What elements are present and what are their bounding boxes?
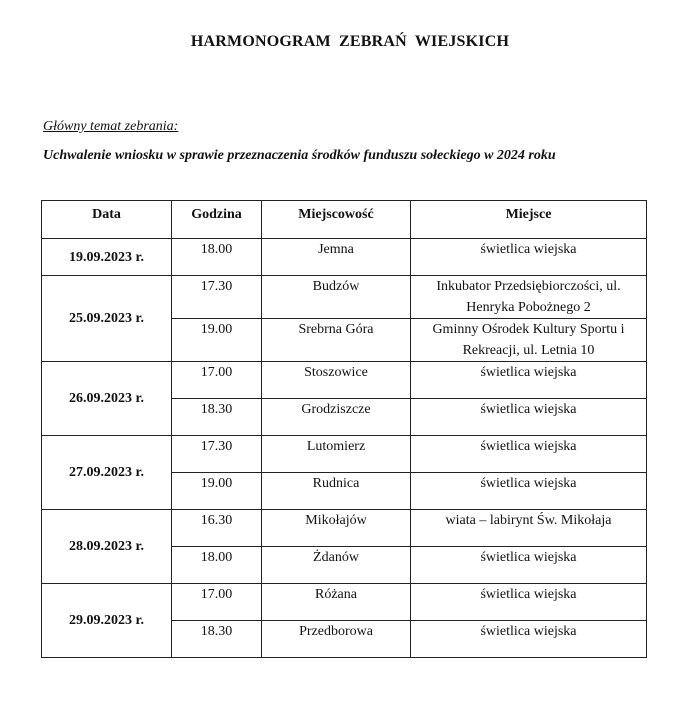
subject-label: Główny temat zebrania: (43, 119, 179, 134)
header-town: Miejscowość (262, 201, 411, 239)
meeting-date: 28.09.2023 r. (42, 510, 172, 584)
meeting-time: 17.00 (172, 362, 262, 399)
meeting-date: 26.09.2023 r. (42, 362, 172, 436)
table-row (42, 436, 647, 473)
meeting-time: 18.00 (172, 239, 262, 276)
meeting-town: Jemna (262, 239, 411, 276)
meeting-place: Gminny Ośrodek Kultury Sportu i Rekreacji, ul. Letnia 10 (411, 319, 647, 362)
meeting-town: Stoszowice (262, 362, 411, 399)
meeting-date: 25.09.2023 r. (42, 276, 172, 362)
document-title: HARMONOGRAM ZEBRAŃ WIEJSKICH (190, 33, 510, 50)
meeting-subject: Uchwalenie wniosku w sprawie przeznaczenia środków funduszu sołeckiego w 2024 roku (43, 148, 556, 163)
meeting-place: świetlica wiejska (411, 621, 647, 658)
meeting-town: Przedborowa (262, 621, 411, 658)
meeting-town: Rudnica (262, 473, 411, 510)
meeting-time: 17.00 (172, 584, 262, 621)
table-row (42, 510, 647, 547)
meeting-time: 18.30 (172, 621, 262, 658)
header-place: Miejsce (411, 201, 647, 239)
meeting-schedule-table (41, 200, 647, 658)
meeting-town: Budzów (262, 276, 411, 319)
meeting-time: 19.00 (172, 319, 262, 362)
meeting-place: świetlica wiejska (411, 399, 647, 436)
meeting-place: wiata – labirynt Św. Mikołaja (411, 510, 647, 547)
meeting-place: świetlica wiejska (411, 584, 647, 621)
meeting-time: 17.30 (172, 436, 262, 473)
meeting-date: 29.09.2023 r. (42, 584, 172, 658)
meeting-place: Inkubator Przedsiębiorczości, ul. Henryka Pobożnego 2 (411, 276, 647, 319)
meeting-time: 18.00 (172, 547, 262, 584)
meeting-place: świetlica wiejska (411, 547, 647, 584)
meeting-town: Różana (262, 584, 411, 621)
table-row (42, 276, 647, 319)
header-date: Data (42, 201, 172, 239)
meeting-town: Mikołajów (262, 510, 411, 547)
meeting-town: Grodziszcze (262, 399, 411, 436)
meeting-time: 18.30 (172, 399, 262, 436)
meeting-town: Lutomierz (262, 436, 411, 473)
table-row (42, 239, 647, 276)
meeting-place: świetlica wiejska (411, 473, 647, 510)
meeting-place: świetlica wiejska (411, 436, 647, 473)
header-time: Godzina (172, 201, 262, 239)
meeting-time: 16.30 (172, 510, 262, 547)
meeting-place: świetlica wiejska (411, 239, 647, 276)
meeting-date: 27.09.2023 r. (42, 436, 172, 510)
meeting-town: Srebrna Góra (262, 319, 411, 362)
table-row (42, 584, 647, 621)
table-header-row (42, 201, 647, 239)
meeting-town: Żdanów (262, 547, 411, 584)
meeting-time: 17.30 (172, 276, 262, 319)
meeting-time: 19.00 (172, 473, 262, 510)
table-row (42, 362, 647, 399)
meeting-date: 19.09.2023 r. (42, 239, 172, 276)
meeting-place: świetlica wiejska (411, 362, 647, 399)
